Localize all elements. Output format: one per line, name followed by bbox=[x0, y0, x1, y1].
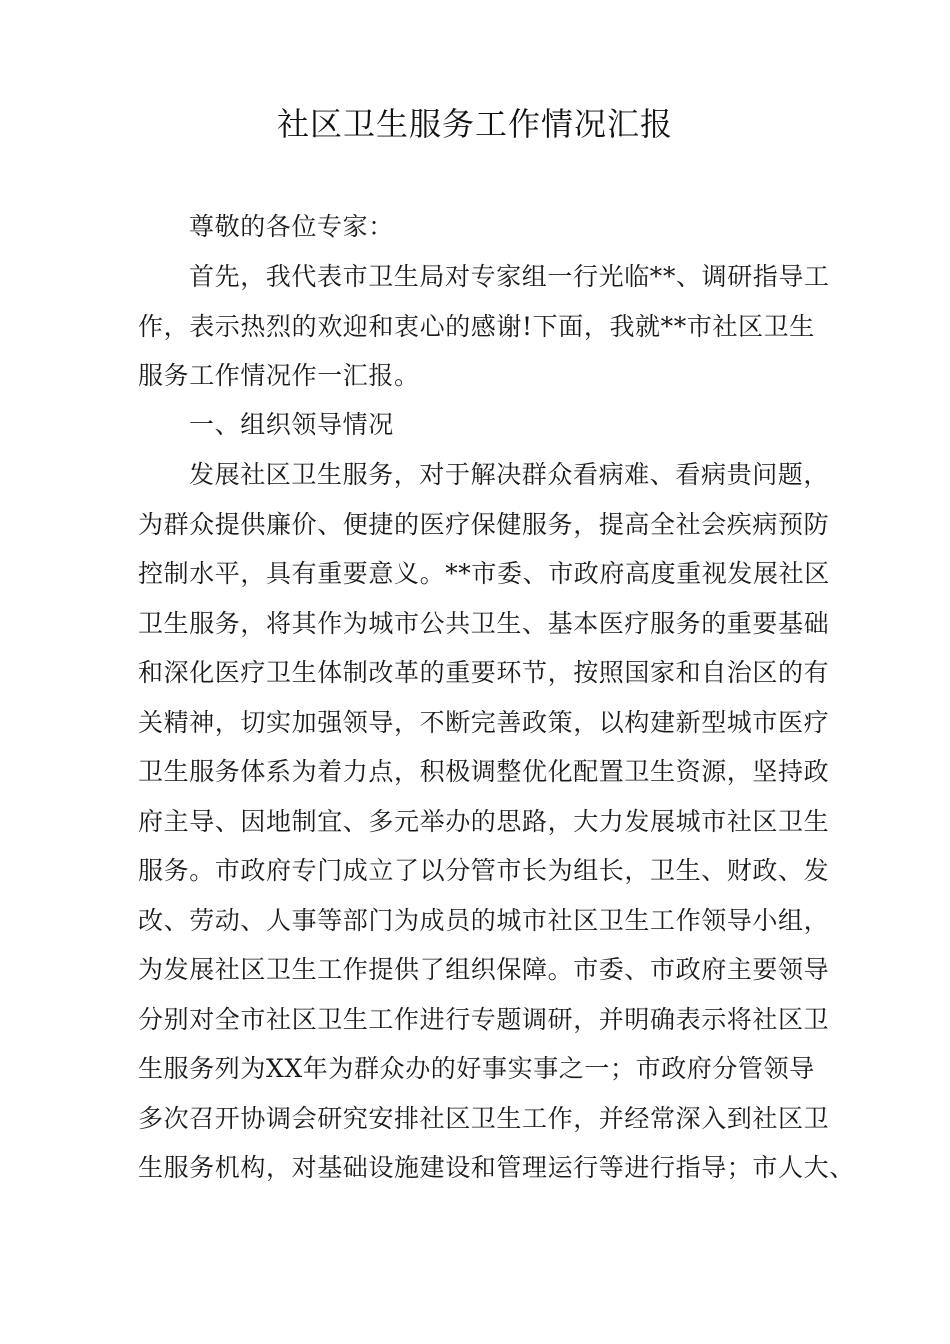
paragraph-line: 多次召开协调会研究安排社区卫生工作，并经常深入到社区卫 bbox=[138, 1104, 830, 1133]
paragraph-line: 生服务列为XX年为群众办的好事实事之一；市政府分管领导 bbox=[138, 1054, 815, 1083]
paragraph-line: 分别对全市社区卫生工作进行专题调研，并明确表示将社区卫 bbox=[138, 1005, 830, 1034]
paragraph-line: 改、劳动、人事等部门为成员的城市社区卫生工作领导小组， bbox=[138, 906, 830, 935]
paragraph-line: 府主导、因地制宜、多元举办的思路，大力发展城市社区卫生 bbox=[138, 807, 830, 836]
paragraph-line: 为发展社区卫生工作提供了组织保障。市委、市政府主要领导 bbox=[138, 955, 830, 984]
paragraph-line: 卫生服务，将其作为城市公共卫生、基本医疗服务的重要基础 bbox=[138, 609, 830, 638]
paragraph-line: 作，表示热烈的欢迎和衷心的感谢!下面，我就**市社区卫生 bbox=[138, 312, 815, 341]
paragraph-line: 关精神，切实加强领导，不断完善政策，以构建新型城市医疗 bbox=[138, 708, 830, 737]
paragraph-line: 服务。市政府专门成立了以分管市长为组长，卫生、财政、发 bbox=[138, 856, 830, 885]
paragraph-line: 生服务机构，对基础设施建设和管理运行等进行指导；市人大、 bbox=[138, 1153, 855, 1182]
paragraph-line: 服务工作情况作一汇报。 bbox=[138, 361, 420, 390]
document-title: 社区卫生服务工作情况汇报 bbox=[276, 105, 673, 143]
paragraph-line: 控制水平，具有重要意义。**市委、市政府高度重视发展社区 bbox=[138, 559, 830, 588]
paragraph-line: 和深化医疗卫生体制改革的重要环节，按照国家和自治区的有 bbox=[138, 658, 830, 687]
section-heading: 一、组织领导情况 bbox=[189, 410, 394, 439]
paragraph-line: 发展社区卫生服务，对于解决群众看病难、看病贵问题， bbox=[189, 460, 830, 489]
paragraph-line: 首先，我代表市卫生局对专家组一行光临**、调研指导工 bbox=[189, 262, 830, 291]
paragraph-line: 为群众提供廉价、便捷的医疗保健服务，提高全社会疾病预防 bbox=[138, 510, 830, 539]
salutation: 尊敬的各位专家： bbox=[189, 212, 394, 241]
paragraph-line: 卫生服务体系为着力点，积极调整优化配置卫生资源，坚持政 bbox=[138, 757, 830, 786]
